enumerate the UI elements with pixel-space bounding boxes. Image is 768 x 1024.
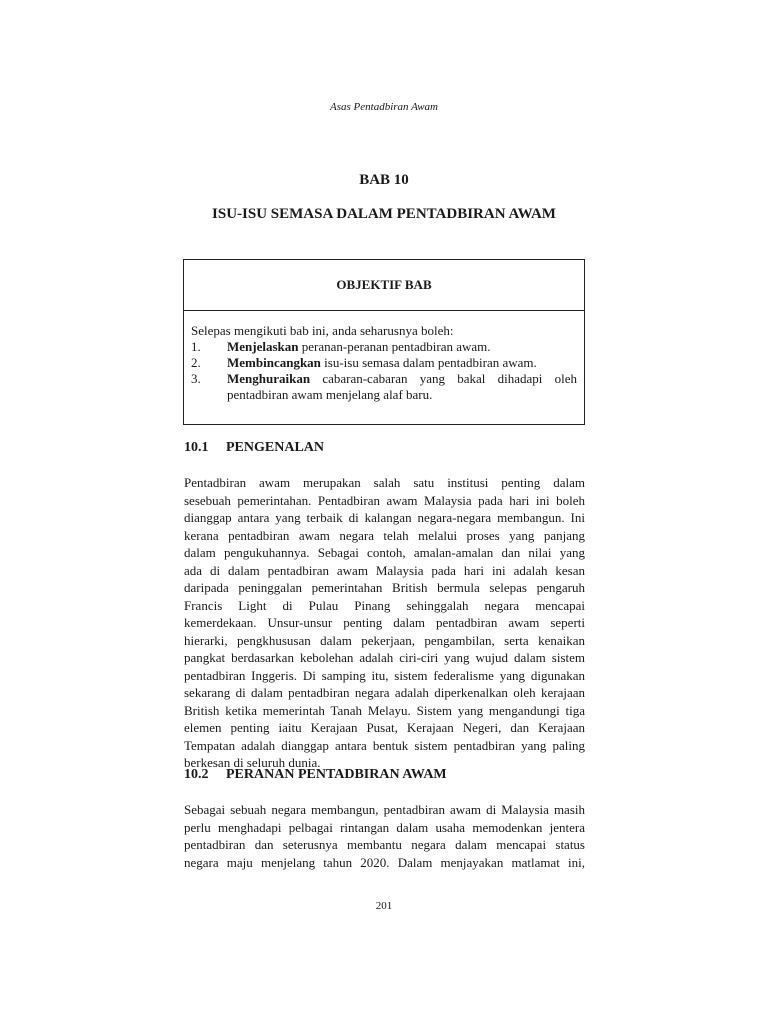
objective-continuation: pentadbiran awam menjelang alaf baru. — [227, 387, 433, 402]
section-paragraph — [184, 801, 585, 871]
paragraph-line: hierarki, pengkhususan dalam pekerjaan, pengambilan, serta kenaikan — [184, 632, 585, 648]
objective-keyword: Menjelaskan — [227, 339, 299, 354]
paragraph-line: berkesan di seluruh dunia. — [184, 755, 321, 770]
objective-keyword: Menghuraikan — [227, 371, 311, 386]
paragraph-line: Francis Light di Pulau Pinang sehinggalah negara mencapai — [184, 597, 585, 613]
paragraph-line: kerana pentadbiran awam negara telah melalui proses yang panjang — [184, 527, 585, 543]
paragraph-line: negara maju menjelang tahun 2020. Dalam menjayakan matlamat ini, — [184, 854, 585, 870]
page-number: 201 — [375, 900, 393, 912]
paragraph-line: ada di dalam pentadbiran awam Malaysia pada hari ini adalah kesan — [184, 562, 585, 578]
objectives-box — [183, 259, 585, 425]
objectives-intro: Selepas mengikuti bab ini, anda seharusnya boleh: — [191, 323, 454, 338]
chapter-number: BAB 10 — [359, 172, 409, 188]
chapter-title: ISU-ISU SEMASA DALAM PENTADBIRAN AWAM — [212, 206, 556, 222]
section-heading — [184, 767, 447, 783]
paragraph-line: pentadbiran dan seterusnya membantu negara dalam mencapai status — [184, 837, 585, 852]
objective-number: 2. — [191, 355, 201, 370]
objective-text — [227, 371, 577, 403]
paragraph-line: British ketika memerintah Tanah Melayu. Sistem yang mengandungi tiga — [184, 702, 585, 718]
paragraph-line: sesebuah pemerintahan. Pentadbiran awam Malaysia pada hari ini boleh — [184, 492, 585, 508]
objective-item — [191, 371, 577, 403]
paragraph-line: Sebagai sebuah negara membangun, pentadbiran awam di Malaysia masih — [184, 802, 585, 817]
objective-number: 3. — [191, 371, 201, 386]
section-number: 10.2 — [184, 767, 209, 782]
objective-item — [191, 339, 577, 355]
objective-keyword: Membincangkan — [227, 355, 321, 370]
section-title: PERANAN PENTADBIRAN AWAM — [226, 767, 447, 782]
objective-text — [227, 339, 577, 355]
paragraph-line: daripada peninggalan pemerintahan British bermula selepas pengaruh — [184, 580, 585, 595]
paragraph-line: Pentadbiran awam merupakan salah satu institusi penting dalam — [184, 475, 585, 490]
objective-text — [227, 355, 577, 371]
paragraph-line: perlu menghadapi pelbagai rintangan dalam usaha memodenkan jentera — [184, 819, 585, 835]
paragraph-line: pangkat berdasarkan kebolehan adalah ciri-ciri yang wujud dalam sistem — [184, 650, 585, 665]
paragraph-line: kemerdekaan. Unsur-unsur penting dalam pentadbiran awam seperti — [184, 615, 585, 630]
paragraph-line: sekarang di dalam pentadbiran negara adalah diperkenalkan oleh kerajaan — [184, 685, 585, 700]
paragraph-line: elemen penting iaitu Kerajaan Pusat, Kerajaan Negeri, dan Kerajaan — [184, 720, 585, 735]
paragraph-line: dalam pengukuhannya. Sebagai contoh, amalan-amalan dan nilai yang — [184, 545, 585, 560]
running-head: Asas Pentadbiran Awam — [330, 101, 438, 113]
objectives-heading: OBJEKTIF BAB — [184, 260, 584, 311]
objective-number: 1. — [191, 339, 201, 354]
paragraph-line: pentadbiran Inggeris. Di samping itu, sistem federalisme yang digunakan — [184, 667, 585, 683]
section-title: PENGENALAN — [226, 440, 325, 455]
objectives-body — [184, 311, 584, 403]
objective-line — [227, 371, 577, 387]
objective-rest: peranan-peranan pentadbiran awam. — [298, 339, 491, 354]
section-paragraph — [184, 474, 585, 772]
objective-rest: isu-isu semasa dalam pentadbiran awam. — [320, 355, 537, 370]
paragraph-line: dianggap antara yang terbaik di kalangan negara-negara membangun. Ini — [184, 510, 585, 525]
objective-item — [191, 355, 577, 371]
section-number: 10.1 — [184, 440, 209, 455]
section-heading — [184, 440, 324, 456]
paragraph-line: Tempatan adalah dianggap antara bentuk sistem pentadbiran yang paling — [184, 737, 585, 753]
objective-rest: cabaran-cabaran yang bakal dihadapi oleh — [310, 371, 577, 386]
